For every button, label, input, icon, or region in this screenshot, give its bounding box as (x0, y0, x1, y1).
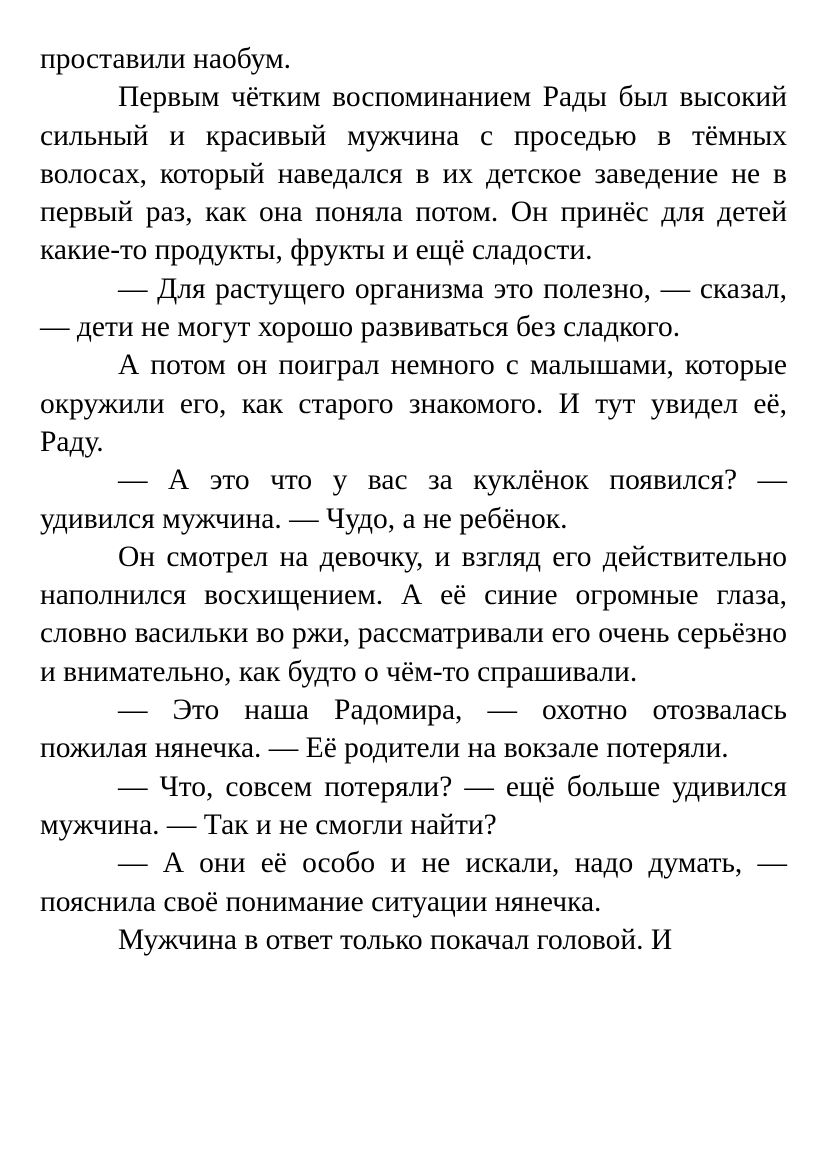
dialogue-paragraph: — А это что у вас за куклёнок появился? — удивился мужчина. — Чудо, а не ребёнок. (40, 464, 787, 535)
page-text (40, 40, 787, 959)
paragraph-continuation: проставили наобум. (40, 43, 291, 75)
paragraph: А потом он поиграл немного с малышами, которые окружили его, как старого знакомого. И тут увидел её, Раду. (40, 349, 787, 458)
paragraph: Первым чётким воспоминанием Рады был высокий сильный и красивый мужчина с проседью в тёмных волосах, который наведался в их детское заведение не в первый раз, как она поняла потом. Он принёс для детей какие-то продукты, фрукты и ещё сладости. (40, 81, 787, 267)
paragraph: Он смотрел на девочку, и взгляд его действительно наполнился восхищением. А её синие огромные глаза, словно васильки во ржи, рассматривали его очень серьёзно и внимательно, как будто о чём-то спрашивали. (40, 540, 787, 688)
dialogue-paragraph: — Это наша Радомира, — охотно отозвалась пожилая нянечка. — Её родители на вокзале потеряли. (40, 694, 787, 765)
dialogue-paragraph: — Что, совсем потеряли? — ещё больше удивился мужчина. — Так и не смогли найти? (40, 770, 787, 841)
dialogue-paragraph: — Для растущего организма это полезно, — сказал, — дети не могут хорошо развиваться без сладкого. (40, 272, 787, 344)
dialogue-paragraph: — А они её особо и не искали, надо думать, — пояснила своё понимание ситуации нянечка. (40, 847, 787, 918)
paragraph-last: Мужчина в ответ только покачал головой. И (118, 923, 673, 956)
